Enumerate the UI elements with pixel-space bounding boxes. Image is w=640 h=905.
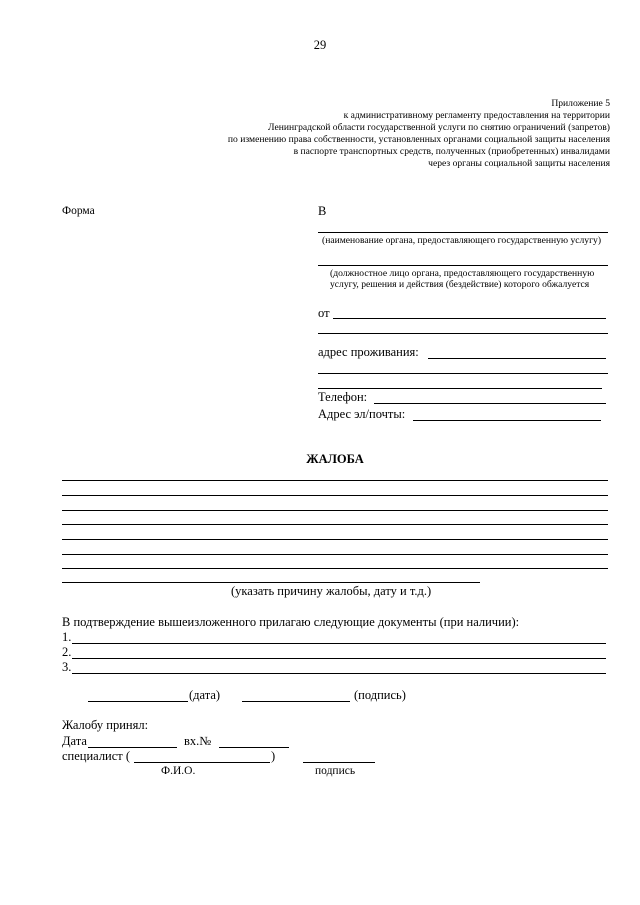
acceptance-date-line[interactable] <box>88 747 177 748</box>
complaint-line-6[interactable] <box>62 554 608 555</box>
complaint-line-2[interactable] <box>62 495 608 496</box>
official-caption-1: (должностное лицо органа, предоставляющего государственную <box>330 268 595 279</box>
attachment-number-1: 1. <box>62 630 72 644</box>
from-label: от <box>318 306 330 320</box>
complaint-line-4[interactable] <box>62 524 608 525</box>
fio-caption: Ф.И.О. <box>161 765 196 777</box>
attachment-number-3: 3. <box>62 660 72 674</box>
attachment-line-3[interactable] <box>72 673 606 674</box>
acceptance-date-label: Дата <box>62 734 87 748</box>
appendix-line-6: через органы социальной защиты населения <box>428 158 610 169</box>
date-line[interactable] <box>88 701 188 702</box>
appendix-line-2: к административному регламенту предоставления на территории <box>343 110 610 121</box>
address-label: адрес проживания: <box>318 345 419 359</box>
specialist-signature-line[interactable] <box>303 762 375 763</box>
signature-label: (подпись) <box>354 688 406 702</box>
complaint-line-8[interactable] <box>62 582 480 583</box>
signature-caption: подпись <box>315 765 356 777</box>
from-line[interactable] <box>333 318 606 319</box>
date-label: (дата) <box>189 688 221 702</box>
organ-caption: (наименование органа, предоставляющего государственную услугу) <box>322 235 602 246</box>
organ-name-line[interactable] <box>318 232 608 233</box>
to-label: В <box>318 204 327 218</box>
complaint-title: ЖАЛОБА <box>306 452 364 466</box>
email-label: Адрес эл/почты: <box>318 407 406 421</box>
complaint-line-7[interactable] <box>62 568 608 569</box>
incoming-number-line[interactable] <box>219 747 289 748</box>
from-line-2[interactable] <box>318 333 608 334</box>
phone-line[interactable] <box>374 403 606 404</box>
form-label: Форма <box>62 205 95 217</box>
complaint-caption: (указать причину жалобы, дату и т.д.) <box>231 584 432 598</box>
complaint-line-1[interactable] <box>62 480 608 481</box>
address-line-3[interactable] <box>318 388 602 389</box>
official-line[interactable] <box>318 265 608 266</box>
attachments-intro: В подтверждение вышеизложенного прилагаю следующие документы (при наличии): <box>62 615 520 629</box>
address-line-2[interactable] <box>318 373 608 374</box>
attachment-line-2[interactable] <box>72 658 606 659</box>
complaint-line-5[interactable] <box>62 539 608 540</box>
page-number: 29 <box>313 38 327 52</box>
phone-label: Телефон: <box>318 390 368 404</box>
appendix-line-4: по изменению права собственности, установленных органами социальной защиты населения <box>227 134 610 145</box>
attachment-number-2: 2. <box>62 645 72 659</box>
appendix-line-3: Ленинградской области государственной услуги по снятию ограничений (запретов) <box>268 122 610 133</box>
address-line[interactable] <box>428 358 606 359</box>
email-line[interactable] <box>413 420 601 421</box>
signature-line[interactable] <box>242 701 350 702</box>
incoming-number-label: вх.№ <box>184 734 212 748</box>
acceptance-title: Жалобу принял: <box>62 718 149 732</box>
specialist-close-paren: ) <box>271 749 276 763</box>
complaint-line-3[interactable] <box>62 510 608 511</box>
appendix-line-5: в паспорте транспортных средств, полученных (приобретенных) инвалидами <box>293 146 610 157</box>
official-caption-2: услугу, решения и действия (бездействие) которого обжалуется <box>330 279 590 290</box>
appendix-line-1: Приложение 5 <box>551 98 610 109</box>
specialist-name-line[interactable] <box>134 762 270 763</box>
attachment-line-1[interactable] <box>72 643 606 644</box>
specialist-label: специалист ( <box>62 749 131 763</box>
